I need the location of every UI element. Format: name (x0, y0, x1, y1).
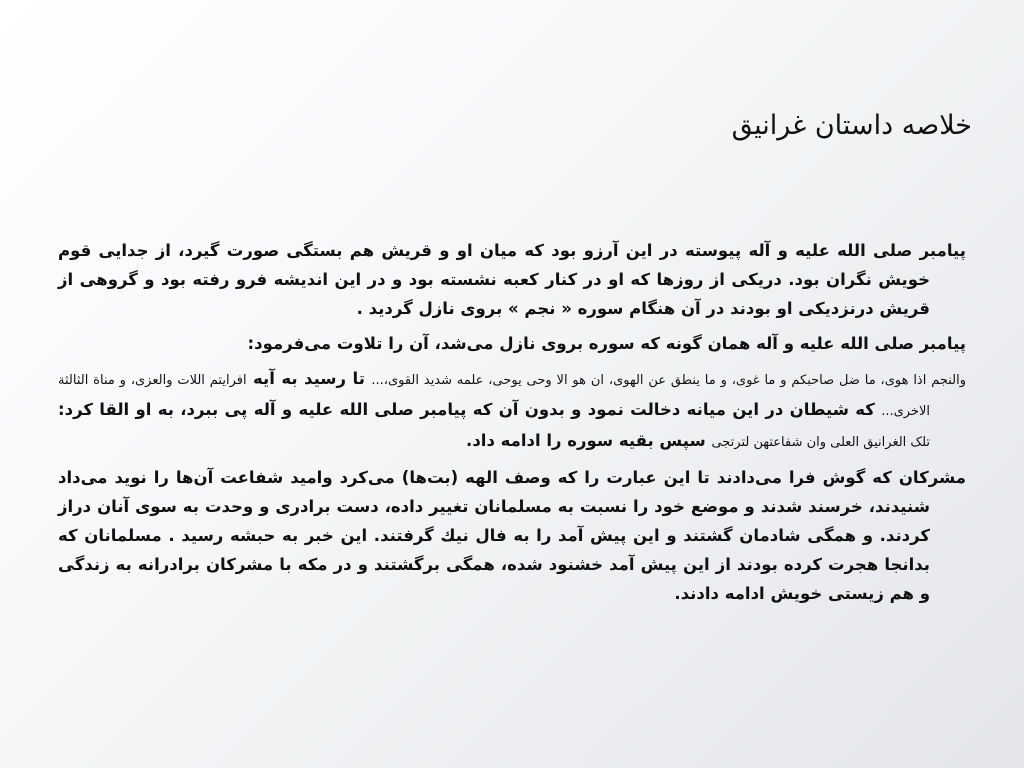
paragraph-3 (58, 364, 966, 457)
paragraph-1: پیامبر صلی الله علیه و آله پیوسته در این آرزو بود که میان او و قریش هم بستگی صورت گیرد، از جدایی قوم خویش نگران بود. دریکی از روزها که او در کنار کعبه نشسته بود و در این اندیشه فرو رفته بود و گروهی از قریش درنزدیکی او بودند در آن هنگام سوره « نجم » بروی نازل گردید . (58, 241, 966, 318)
paragraph-3-mid: تا رسید به آیه (246, 369, 372, 388)
paragraph-3-end: سپس بقیه سوره را ادامه داد. (466, 431, 712, 450)
slide-title: خلاصه داستان غرانیق (731, 110, 972, 141)
paragraph-3-text: که شیطان در این میانه دخالت نمود و بدون آن که پیامبر صلی الله علیه و آله پی ببرد، به او القا کرد: (58, 400, 882, 419)
quran-quote-3: تلک الغرانیق العلی وان شفاعتهن لترتجی (711, 435, 930, 450)
paragraph-4: مشرکان که گوش فرا می‌دادند تا این عبارت را که وصف الهه (بت‌ها) می‌کرد وامید شفاعت آن‌ها را نوید می‌داد شنیدند، خرسند شدند و موضع خود را نسبت به مسلمانان تغییر داده، دست برادری و وحدت به سوی آنان دراز کردند. و همگی شادمان گشتند و این پیش آمد را به فال نیك گرفتند. این خبر به حبشه رسید . مسلمانان که بدانجا هجرت کرده بودند از این پیش آمد خشنود شده، همگی برگشتند و در مکه با مشرکان برادرانه به زندگی و هم زیستی خویش ادامه دادند. (58, 468, 966, 603)
paragraph-2: پیامبر صلی الله علیه و آله همان گونه که سوره بروی نازل می‌شد، آن را تلاوت می‌فرمود: (247, 334, 966, 353)
quran-quote-1: والنجم اذا هوی، ما ضل صاحبکم و ما غوی، و ما ینطق عن الهوی، ان هو الا وحی یوحی، علمه شدید القوی،... (371, 373, 967, 388)
quran-quote-2: افرایتم اللات والعزی، و مناة الثالثة الاخری... (58, 373, 930, 419)
slide-body (58, 236, 966, 614)
